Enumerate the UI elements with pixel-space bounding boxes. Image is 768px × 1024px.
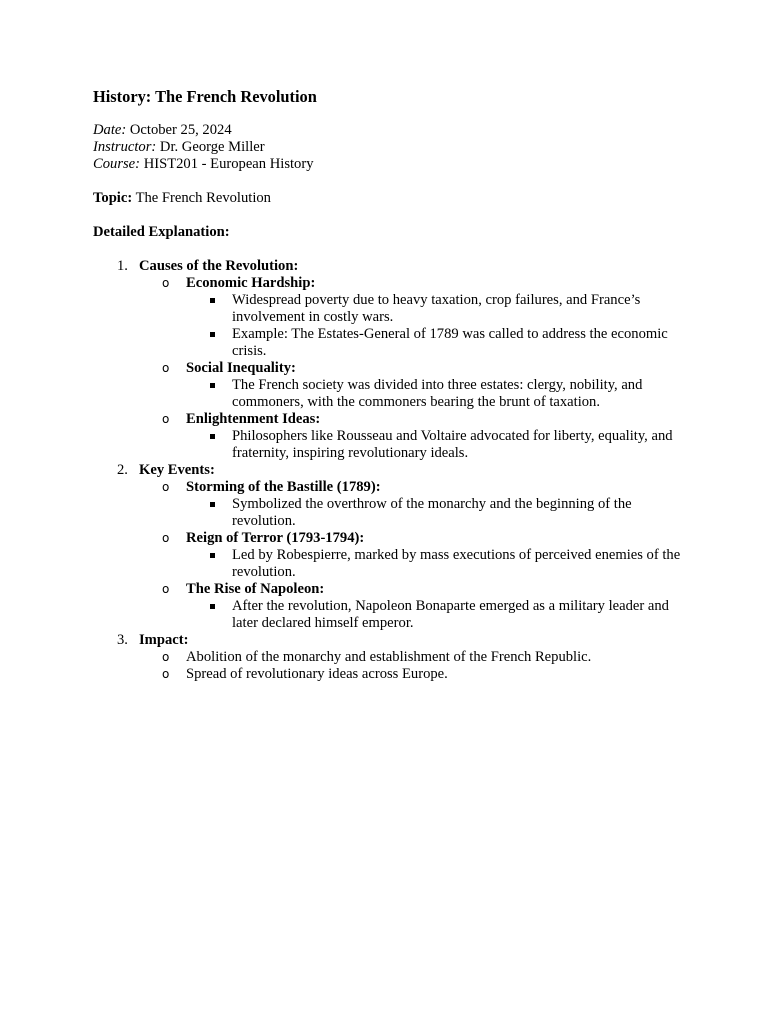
subsection-text: Abolition of the monarchy and establishment of the French Republic. <box>186 649 592 665</box>
topic-value: The French Revolution <box>135 190 271 206</box>
point-text: Example: The Estates-General of 1789 was called to address the economic crisis. <box>232 326 668 359</box>
meta-date-label: Date: <box>93 122 127 138</box>
point-item <box>186 292 683 326</box>
circle-bullet-icon: o <box>162 582 170 596</box>
point-item <box>186 547 683 581</box>
subsection-item <box>139 360 683 411</box>
subsection-list <box>139 649 683 683</box>
point-item <box>186 598 683 632</box>
point-list <box>186 598 683 632</box>
circle-bullet-icon: o <box>162 276 170 290</box>
square-bullet-icon <box>210 553 215 558</box>
section-key-events <box>93 462 683 632</box>
point-text: After the revolution, Napoleon Bonaparte emerged as a military leader and later declared himself emperor. <box>232 598 669 631</box>
subsection-title: Economic Hardship: <box>186 275 316 291</box>
square-bullet-icon <box>210 434 215 439</box>
topic-label: Topic: <box>93 190 133 206</box>
topic-line <box>93 190 683 207</box>
square-bullet-icon <box>210 502 215 507</box>
point-text: The French society was divided into three estates: clergy, nobility, and commoners, with the commoners bearing the brunt of taxation. <box>232 377 643 410</box>
meta-instructor-label: Instructor: <box>93 139 157 155</box>
circle-bullet-icon: o <box>162 650 170 664</box>
point-list <box>186 377 683 411</box>
point-list <box>186 547 683 581</box>
section-number: 3. <box>117 632 128 648</box>
circle-bullet-icon: o <box>162 480 170 494</box>
subsection-item <box>139 649 683 666</box>
point-item <box>186 326 683 360</box>
subsection-item <box>139 479 683 530</box>
subsection-item <box>139 411 683 462</box>
outline-list <box>93 258 683 683</box>
document-title: History: The French Revolution <box>93 87 317 106</box>
subsection-title: Social Inequality: <box>186 360 296 376</box>
point-item <box>186 428 683 462</box>
explanation-heading: Detailed Explanation: <box>93 224 230 240</box>
subsection-text: Spread of revolutionary ideas across Europe. <box>186 666 448 682</box>
subsection-title: The Rise of Napoleon: <box>186 581 325 597</box>
meta-instructor <box>93 139 683 156</box>
point-item <box>186 496 683 530</box>
square-bullet-icon <box>210 604 215 609</box>
circle-bullet-icon: o <box>162 667 170 681</box>
subsection-list <box>139 479 683 632</box>
point-text: Led by Robespierre, marked by mass executions of perceived enemies of the revolution. <box>232 547 681 580</box>
meta-course <box>93 156 683 173</box>
section-title: Causes of the Revolution: <box>139 258 299 274</box>
point-text: Widespread poverty due to heavy taxation, crop failures, and France’s involvement in costly wars. <box>232 292 641 325</box>
section-number: 2. <box>117 462 128 478</box>
circle-bullet-icon: o <box>162 412 170 426</box>
subsection-title: Storming of the Bastille (1789): <box>186 479 381 495</box>
section-number: 1. <box>117 258 128 274</box>
point-item <box>186 377 683 411</box>
subsection-item <box>139 666 683 683</box>
meta-date-value: October 25, 2024 <box>129 122 232 138</box>
section-causes <box>93 258 683 462</box>
circle-bullet-icon: o <box>162 361 170 375</box>
point-text: Symbolized the overthrow of the monarchy and the beginning of the revolution. <box>232 496 632 529</box>
point-list <box>186 292 683 360</box>
point-list <box>186 496 683 530</box>
subsection-title: Enlightenment Ideas: <box>186 411 321 427</box>
section-title: Key Events: <box>139 462 215 478</box>
point-text: Philosophers like Rousseau and Voltaire advocated for liberty, equality, and fraternity, inspiring revolutionary ideals. <box>232 428 673 461</box>
subsection-item <box>139 275 683 360</box>
meta-course-label: Course: <box>93 156 141 172</box>
subsection-list <box>139 275 683 462</box>
document-page <box>93 87 683 683</box>
section-title: Impact: <box>139 632 189 648</box>
subsection-item <box>139 530 683 581</box>
square-bullet-icon <box>210 383 215 388</box>
section-impact <box>93 632 683 683</box>
circle-bullet-icon: o <box>162 531 170 545</box>
meta-instructor-value: Dr. George Miller <box>159 139 265 155</box>
square-bullet-icon <box>210 332 215 337</box>
meta-course-value: HIST201 - European History <box>143 156 314 172</box>
square-bullet-icon <box>210 298 215 303</box>
subsection-title: Reign of Terror (1793-1794): <box>186 530 365 546</box>
meta-date <box>93 122 683 139</box>
meta-block <box>93 122 683 173</box>
point-list <box>186 428 683 462</box>
subsection-item <box>139 581 683 632</box>
